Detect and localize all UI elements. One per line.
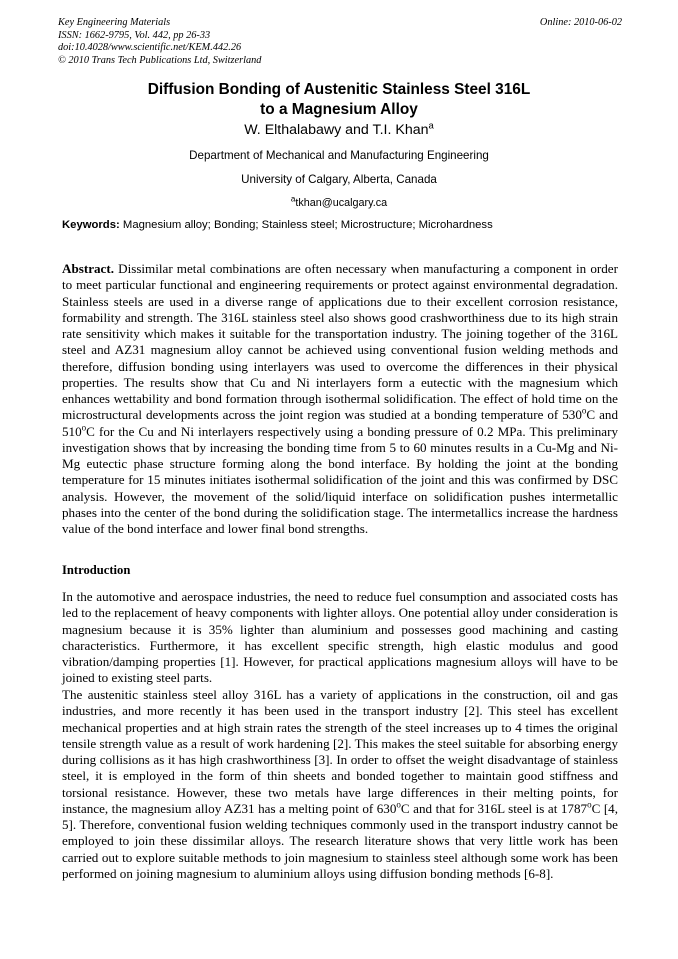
journal-header xyxy=(58,17,622,67)
journal-name: Key Engineering Materials xyxy=(58,17,171,28)
doi-line: doi:10.4028/www.scientific.net/KEM.442.26 xyxy=(58,42,242,54)
abstract-text-part-1: Dissimilar metal combinations are often necessary when manufacturing a component in order to meet particular functional and engineering requirements or protect against environmental degradation. Stainless steels are used in a diverse range of applications due to their excellent corrosion resistance, formability and strength. The 316L stainless steel also shows good crashworthiness due to its high strain rate sensitivity which makes it suitable for the transportation industry. The joining together of the 316L steel and AZ31 magnesium alloy cannot be achieved using conventional fusion welding methods and therefore, diffusion bonding using interlayers was used to overcome the differences in their physical properties. The results show that Cu and Ni interlayers form a eutectic with the magnesium which enhances wettability and bond formation through isothermal solidification. The effect of hold time on the microstructural developments across the joint region was studied at a bonding temperature of 530 xyxy=(62,261,618,423)
keywords-values: Magnesium alloy; Bonding; Stainless steel; Microstructure; Microhardness xyxy=(122,219,493,231)
journal-name-row xyxy=(58,17,622,30)
author-affiliation-marker: a xyxy=(428,120,434,132)
abstract-label: Abstract. xyxy=(62,261,114,276)
contact-email: tkhan@ucalgary.ca xyxy=(295,197,388,209)
introduction-paragraph-2 xyxy=(62,687,618,882)
contact-email-line xyxy=(60,194,618,209)
degree-symbol-icon: o xyxy=(81,422,87,433)
introduction-paragraph-1: In the automotive and aerospace industries, the need to reduce fuel consumption and associated costs has led to the replacement of heavy components with lighter alloys. One potential alloy under consideration is magnesium because it is 35% lighter than aluminium and possesses good machining and casting characteristics. Furthermore, it has excellent specific strength, high elastic modulus and good vibration/damping properties [1]. However, for practical applications magnesium alloys will have to be joined to existing steel parts. xyxy=(62,589,618,686)
title-line-1: Diffusion Bonding of Austenitic Stainless Steel 316L xyxy=(147,81,531,98)
keywords-label: Keywords: xyxy=(62,219,120,231)
keywords-line xyxy=(62,219,620,231)
affiliation-department: Department of Mechanical and Manufacturing Engineering xyxy=(189,149,489,162)
author-names: W. Elthalabawy and T.I. Khan xyxy=(244,122,429,138)
email-affiliation-marker: a xyxy=(290,194,296,204)
degree-symbol-icon: o xyxy=(587,799,592,810)
intro-2-text-part-1: The austenitic stainless steel alloy 316L has a variety of applications in the construction, oil and gas industries, and more recently it has been used in the transport industry [2]. This steel has excellent mechanical properties and at high strain rates the strength of the steel increases up to 4 times the original tensile strength value as a result of work hardening [2]. This makes the steel suitable for absorbing energy during collisions as it has high crashworthiness [3]. In order to offset the weight disadvantage of stainless steel, it is employed in the form of thin sheets and bonded together to maintain good stiffness and torsional resistance. However, these two metals have large differences in their melting points, for instance, the magnesium alloy AZ31 has a melting point of 630 xyxy=(62,687,618,816)
copyright-line: © 2010 Trans Tech Publications Ltd, Switzerland xyxy=(58,54,262,66)
abstract-paragraph xyxy=(62,261,618,537)
page-title xyxy=(90,80,588,119)
online-date: Online: 2010-06-02 xyxy=(539,17,622,28)
affiliation-university: University of Calgary, Alberta, Canada xyxy=(241,173,437,186)
author-list xyxy=(60,122,618,138)
section-heading-introduction: Introduction xyxy=(62,563,131,577)
intro-2-text-part-2: C [4, 5]. Therefore, conventional fusion welding techniques commonly used in the transport industry cannot be employed to join these dissimilar alloys. The research literature shows that very little work has been carried out to explore suitable methods to join magnesium to stainless steel although some work has been performed on joining magnesium to aluminium alloys using diffusion bonding methods [6-8]. xyxy=(62,800,619,881)
title-line-2: to a Magnesium Alloy xyxy=(260,100,418,118)
issn-line: ISSN: 1662-9795, Vol. 442, pp 26-33 xyxy=(58,29,211,41)
abstract-text-part-2: C for the Cu and Ni interlayers respectively using a bonding pressure of 0.2 MPa. This preliminary investigation shows that by increasing the bonding time from 5 to 60 minutes results in a Cu-Mg and Ni-Mg eutectic phase structure forming along the bond interface. By holding the joint at the bonding temperature for 15 minutes initiates isothermal solidification of the joint and this was confirmed by DSC analysis. However, the movement of the solid/liquid interface on solidification pushes intermetallic phases into the center of the bond during the solidification stage. The intermetallics increase the hardness value of the bond interface and lower final bond strengths. xyxy=(62,423,618,536)
degree-symbol-icon: o xyxy=(581,405,587,416)
intro-2-text-unit-1: C and that for 316L steel is at 1787 xyxy=(400,800,588,816)
abstract-text-temp-1: C and 510 xyxy=(62,407,618,439)
degree-symbol-icon: o xyxy=(396,799,401,810)
